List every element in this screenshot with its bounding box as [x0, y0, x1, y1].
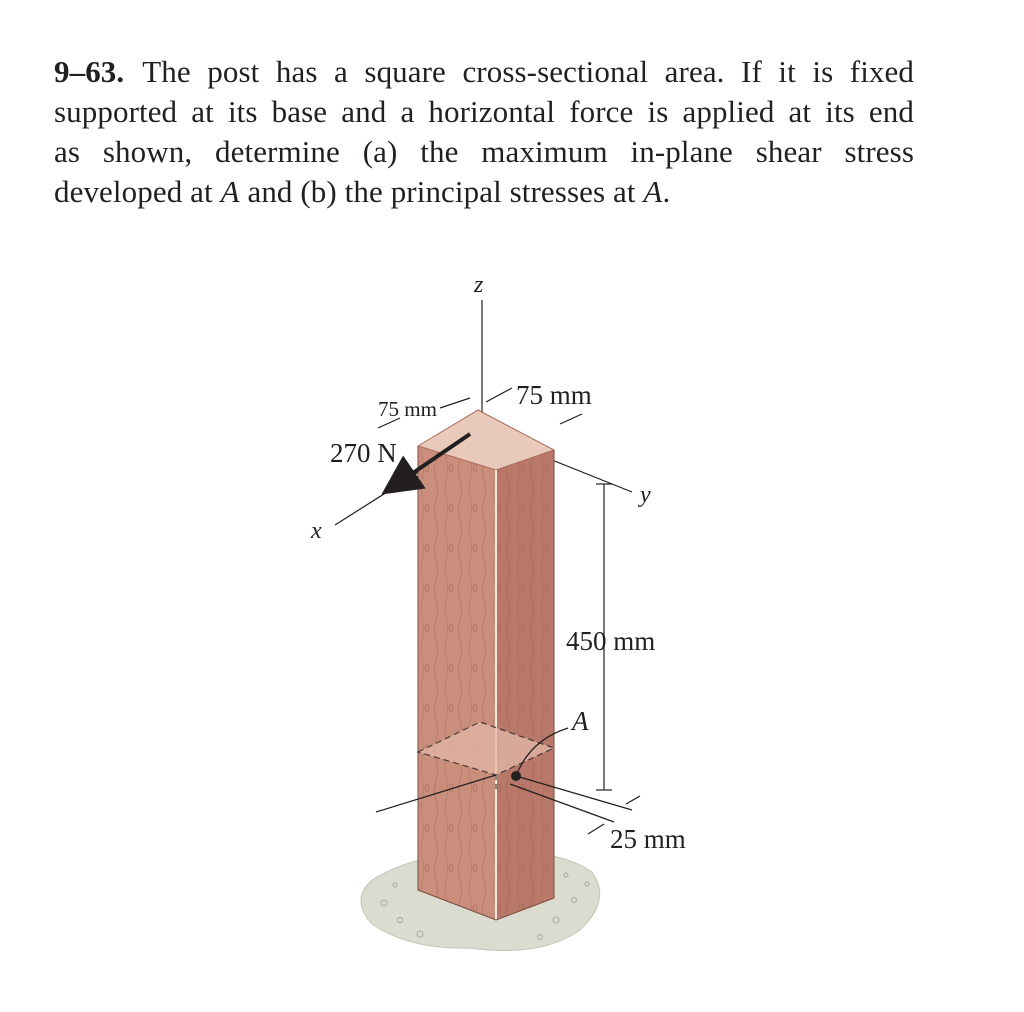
problem-text-1: The post has a square cross-sectional area. If it is fixed	[142, 54, 914, 89]
offset-dim-tick-2	[588, 824, 604, 834]
width-dim-right-tick	[560, 414, 582, 424]
height-label: 450 mm	[566, 626, 656, 656]
z-axis-label: z	[474, 272, 484, 298]
problem-number: 9–63.	[54, 54, 125, 89]
problem-text-4b: and (b) the principal stresses at	[239, 174, 644, 209]
problem-line-2: supported at its base and a horizontal force is applied at its end	[54, 94, 914, 129]
problem-point-a-2: A	[643, 174, 663, 209]
offset-label: 25 mm	[610, 824, 686, 854]
problem-line-3: as shown, determine (a) the maximum in-plane shear stress	[54, 134, 914, 169]
width-dim-right-arrow	[486, 388, 512, 402]
y-axis-label: y	[640, 482, 651, 508]
width-right-label: 75 mm	[516, 380, 592, 410]
point-a-label: A	[572, 706, 589, 736]
problem-point-a-1: A	[220, 174, 240, 209]
post-right-grain	[496, 450, 554, 920]
x-axis-label: x	[311, 518, 322, 544]
offset-dim-tick-1	[626, 796, 640, 804]
problem-text-4c: .	[662, 174, 671, 209]
width-left-label: 75 mm	[378, 397, 437, 421]
problem-text-4a: developed at	[54, 174, 221, 209]
post-left-grain	[418, 446, 496, 920]
force-label: 270 N	[330, 438, 397, 468]
width-dim-left-arrow	[440, 398, 470, 408]
